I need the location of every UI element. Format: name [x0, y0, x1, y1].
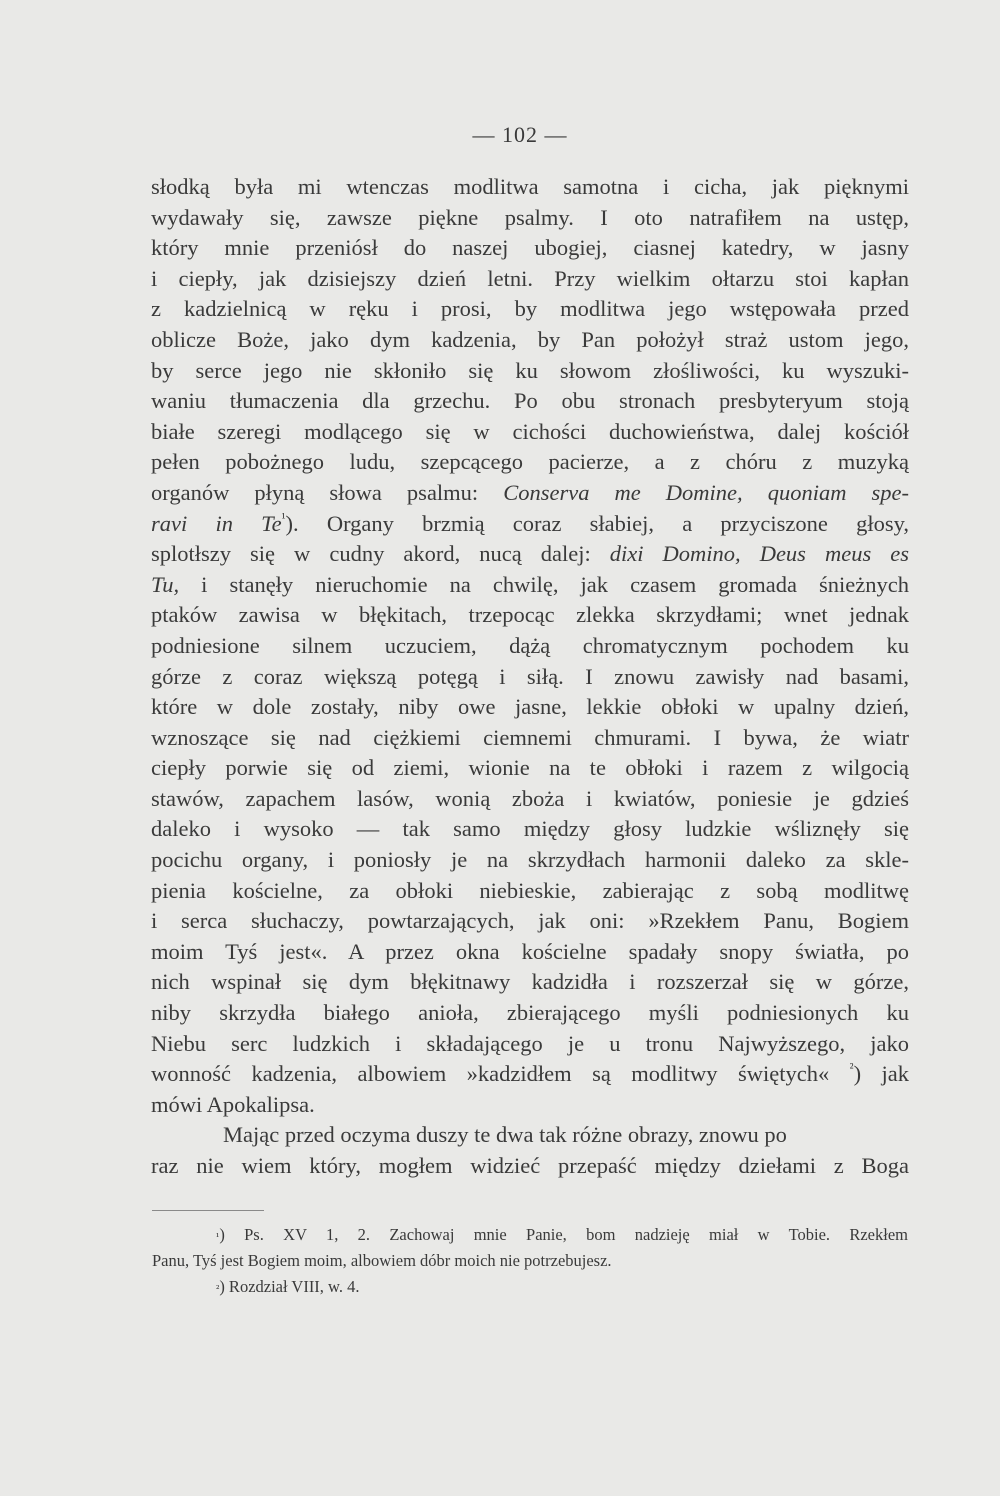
text-segment: raz nie wiem który, mogłem widzieć przepaść między dziełami z Boga	[151, 1153, 909, 1178]
text-line	[151, 203, 909, 234]
footnote-mark: ²	[216, 1283, 220, 1295]
footnote-mark: ¹	[216, 1231, 220, 1243]
text-segment: pełen pobożnego ludu, szepcącego pacierze, a z chóru z muzyką	[151, 449, 909, 475]
text-segment: z kadzielnicą w ręku i prosi, by modlitwa jego wstępowała przed	[151, 296, 909, 322]
footnote-reference: ¹	[281, 509, 286, 525]
text-line	[151, 876, 909, 907]
text-segment: który mnie przeniósł do naszej ubogiej, ciasnej katedry, w jasny	[151, 235, 909, 261]
text-line	[151, 845, 909, 876]
text-segment: wydawały się, zawsze piękne psalmy. I oto natrafiłem na ustęp,	[151, 204, 909, 230]
text-segment: moim Tyś jest«. A przez okna kościelne spadały snopy światła, po	[151, 938, 909, 964]
text-line	[151, 1029, 909, 1060]
text-line	[151, 478, 909, 509]
footnote-reference: ²	[849, 1060, 854, 1076]
text-line	[151, 1090, 909, 1121]
text-segment: wznoszące się nad ciężkiemi ciemnemi chmurami. I bywa, że wiatr	[151, 724, 909, 750]
text-segment: białe szeregi modlącego się w cichości duchowieństwa, dalej kościół	[151, 418, 909, 444]
text-segment: podniesione silnem uczuciem, dążą chromatycznym pochodem ku	[151, 632, 909, 658]
text-line	[151, 753, 909, 784]
footnote-text: ) Rozdział VIII, w. 4.	[219, 1277, 360, 1296]
text-segment: niby skrzydła białego anioła, zbierającego myśli podniesionych ku	[151, 1000, 909, 1026]
text-line	[151, 906, 909, 937]
text-line	[151, 294, 909, 325]
text-segment: które w dole zostały, niby owe jasne, lekkie obłoki w upalny dzień,	[151, 694, 909, 720]
text-segment: oblicze Boże, jako dym kadzenia, by Pan położył straż ustom jego,	[151, 326, 909, 352]
text-line	[151, 386, 909, 417]
text-line	[151, 662, 909, 693]
text-line	[151, 814, 909, 845]
text-line	[151, 692, 909, 723]
text-line	[151, 356, 909, 387]
text-segment: Niebu serc ludzkich i składającego je u tronu Najwyższego, jako	[151, 1030, 909, 1056]
text-segment: słodką była mi wtenczas modlitwa samotna i cicha, jak pięknymi	[151, 174, 909, 199]
text-line	[151, 447, 909, 478]
text-line	[151, 172, 909, 203]
footnote-text: ) Ps. XV 1, 2. Zachowaj mnie Panie, bom nadzieję miał w Tobie. Rzekłem	[219, 1225, 908, 1244]
text-segment: nich wspinał się dym błękitnawy kadzidła i rozszerzał się w górze,	[151, 969, 909, 995]
text-line	[151, 937, 909, 968]
text-segment: górze z coraz większą potęgą i siłą. I znowu zawisły nad basami,	[151, 663, 909, 689]
text-segment: stawów, zapachem lasów, wonią zboża i kwiatów, poniesie je gdzieś	[151, 785, 909, 811]
text-line	[151, 325, 909, 356]
footnote-text: Panu, Tyś jest Bogiem moim, albowiem dóbr moich nie potrzebujesz.	[152, 1251, 612, 1270]
text-segment: ). Organy brzmią coraz słabiej, a przyciszone głosy,	[285, 510, 909, 536]
text-segment: ptaków zawisa w błękitach, trzepocąc zlekka skrzydłami; wnet jednak	[151, 602, 909, 628]
text-line	[151, 784, 909, 815]
page-number: — 102 —	[472, 122, 568, 147]
text-line	[151, 264, 909, 295]
text-segment: wonność kadzenia, albowiem »kadzidłem są modlitwy świętych«	[151, 1061, 850, 1087]
text-segment: ciepły porwie się od ziemi, wionie na te obłoki i razem z wilgocią	[151, 755, 909, 781]
text-line	[151, 631, 909, 662]
text-segment: i stanęły nieruchomie na chwilę, jak czasem gromada śnieżnych	[179, 571, 909, 597]
text-line	[151, 570, 909, 601]
text-line	[151, 509, 909, 540]
text-line	[151, 998, 909, 1029]
text-line	[151, 539, 909, 570]
text-segment: pienia kościelne, za obłoki niebieskie, zabierając z sobą modlitwę	[151, 877, 909, 903]
text-segment: by serce jego nie skłoniło się ku słowom złośliwości, ku wyszuki-	[151, 357, 909, 383]
text-segment: splotłszy się w cudny akord, nucą dalej:	[151, 541, 610, 567]
body-text	[151, 172, 909, 1182]
text-line	[151, 1059, 909, 1090]
text-segment: daleko i wysoko — tak samo między głosy ludzkie wśliznęły się	[151, 816, 909, 842]
text-line	[151, 233, 909, 264]
footnote-divider	[152, 1210, 264, 1211]
text-line	[151, 600, 909, 631]
text-segment: pocichu organy, i poniosły je na skrzydłach harmonii daleko za sklе-	[151, 847, 909, 873]
text-segment: organów płyną słowa psalmu:	[151, 479, 504, 505]
italic-latin-text: Tu,	[151, 571, 180, 597]
text-line	[151, 1151, 909, 1182]
italic-latin-text: dixi Domino, Deus meus es	[609, 541, 909, 567]
text-line	[151, 417, 909, 448]
footnote-line	[152, 1274, 908, 1300]
footnotes	[152, 1222, 908, 1300]
text-segment: i ciepły, jak dzisiejszy dzień letni. Przy wielkim ołtarzu stoi kapłan	[151, 265, 909, 291]
text-segment: i serca słuchaczy, powtarzających, jak oni: »Rzekłem Panu, Bogiem	[151, 908, 909, 934]
italic-latin-text: ravi in Te	[151, 510, 282, 536]
text-line	[151, 723, 909, 754]
text-segment: Mając przed oczyma duszy te dwa tak różne obrazy, znowu po	[223, 1122, 787, 1148]
italic-latin-text: Conserva me Domine, quoniam spe-	[503, 479, 909, 505]
text-line	[151, 967, 909, 998]
footnote-line	[152, 1248, 908, 1274]
text-segment: mówi Apokalipsa.	[151, 1091, 315, 1117]
text-segment: waniu tłumaczenia dla grzechu. Po obu stronach presbyteryum stoją	[151, 388, 909, 414]
text-line	[151, 1120, 909, 1151]
text-segment: ) jak	[853, 1061, 909, 1087]
footnote-line	[152, 1222, 908, 1248]
